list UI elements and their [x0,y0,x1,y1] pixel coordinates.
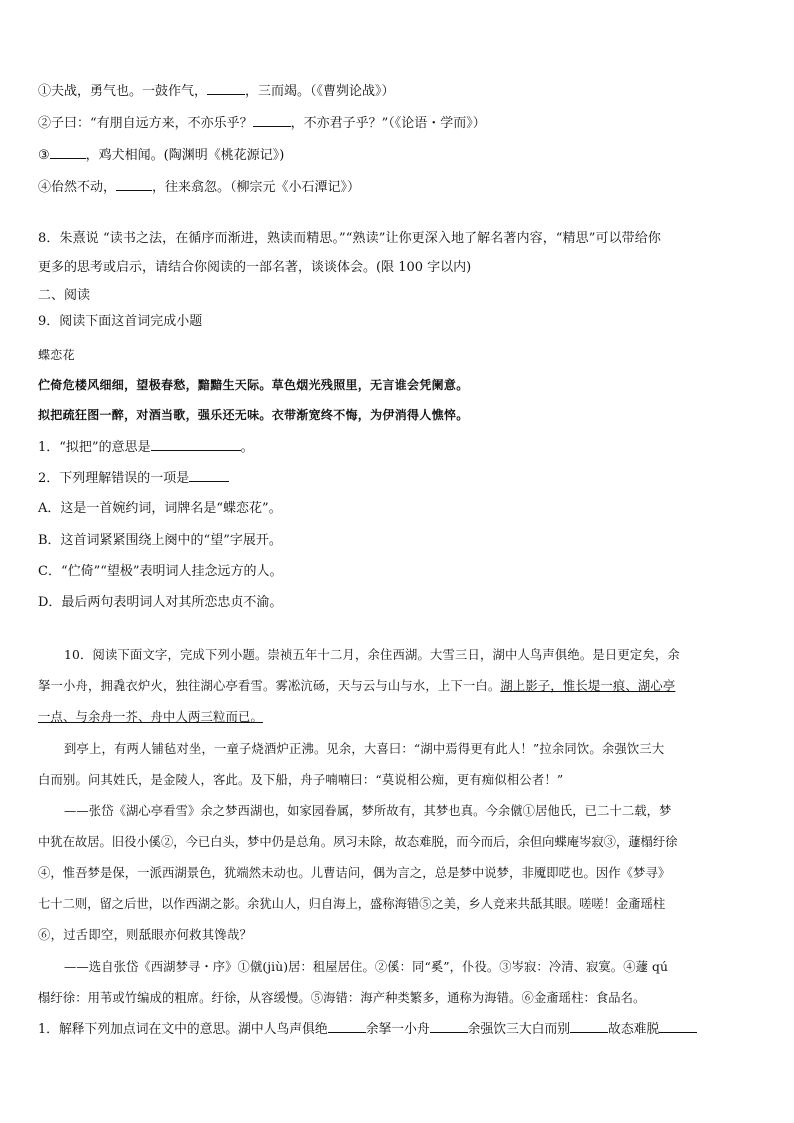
q9-option-b: B．这首词紧紧围绕上阕中的“望”字展开。 [38,533,282,548]
poem-title: 蝶恋花 [38,348,75,362]
fill-blank[interactable] [253,114,291,127]
q10-line-2-underlined: 湖上影子，惟长堤一痕、湖心亭 [500,679,676,693]
q7-line-3-text-b: ，鸡犬相闻。(陶渊明《桃花源记》) [85,148,285,163]
q7-line-1-text-b: ，三而竭。（《曹刿论战》） [245,84,395,99]
q7-line-1-text-a: ①夫战，勇气也。一鼓作气， [38,84,208,99]
q9-sub1-end: 。 [240,440,254,455]
section-heading: 二、阅读 [38,288,91,303]
q10-line-2 [38,677,675,695]
q7-line-4-text-a: ④佁然不动， [38,180,117,195]
q10-sub1-c: 余强饮三大白而别 [467,1022,571,1037]
q10-sub1 [38,1020,697,1039]
q10-p3-line-4: 七十二则，留之后世，以作西湖之影。余犹山人，归自海上，盛称海错⑤之美，乡人竞来共舐其眼。嗟嗟！金齑瑶柱 [38,897,666,911]
q9-option-d: D．最后两句表明词人对其所恋忠贞不渝。 [38,595,283,610]
q10-sub1-text: 1．解释下列加点词在文中的意思。湖中人鸟声俱绝 [38,1022,328,1037]
q9-title: 9．阅读下面这首词完成小题 [38,314,203,329]
q10-notes-line-1: ——选自张岱《西湖梦寻・序》①僦(jiù)居：租屋居住。②傒：同“奚”，仆役。③岑寂：冷清、寂寞。④蘧 qú [64,960,668,974]
q9-sub2-text: 2．下列理解错误的一项是 [38,471,190,486]
q10-line-3-underlined: 一点、与余舟一芥、舟中人两三粒而已。 [38,710,263,724]
fill-blank[interactable] [151,438,241,451]
q10-notes-line-2: 榻纡徐：用苇或竹编成的粗席。纡徐，从容缓慢。⑤海错：海产种类繁多，通称为海错。⑥金齑瑶柱：食品名。 [38,991,646,1005]
q7-line-2 [38,114,486,133]
q10-p2-line-1: 到亭上，有两人铺毡对坐，一童子烧酒炉正沸。见余，大喜曰：“湖中焉得更有此人！”拉余同饮。余强饮三大 [64,742,665,756]
q9-option-a: A．这是一首婉约词，词牌名是“蝶恋花”。 [38,501,282,516]
fill-blank[interactable] [570,1020,608,1033]
q10-p3-line-5: ⑥，过舌即空，则舐眼亦何救其馋哉？ [38,928,253,942]
poem-line-1: 伫倚危楼风细细，望极春愁，黯黯生天际。草色烟光残照里，无言谁会凭阑意。 [38,378,469,392]
poem-line-2: 拟把疏狂图一醉，对酒当歌，强乐还无味。衣带渐宽终不悔，为伊消得人憔悴。 [38,408,469,422]
q7-line-3 [38,146,284,165]
q7-line-2-text-b: ，不亦君子乎？”（《论语・学而》） [290,116,486,131]
fill-blank[interactable] [116,178,152,191]
q7-line-4-text-b: ，往来翕忽。（柳宗元《小石潭记》） [152,180,361,195]
q10-p3-line-2: 中犹在故居。旧役小傒②，今已白头，梦中仍是总角。夙习未除，故态难脱，而今而后，余但向蝶庵岑寂③，蘧榻纡徐 [38,835,678,849]
q7-line-1 [38,82,395,101]
fill-blank[interactable] [430,1020,468,1033]
q7-line-2-text-a: ②子曰：“有朋自远方来，不亦乐乎？ [38,116,253,131]
q10-line-2-text: 拏一小舟，拥毳衣炉火，独往湖心亭看雪。雾凇沆砀，天与云与山与水，上下一白。 [38,679,501,693]
q7-line-3-text-a: ③ [38,148,50,163]
q9-sub2 [38,469,229,488]
fill-blank[interactable] [207,82,245,95]
q10-line-1: 10．阅读下面文字，完成下列小题。崇祯五年十二月，余住西湖。大雪三日，湖中人鸟声俱绝。是日更定矣，余 [64,648,680,662]
fill-blank[interactable] [189,469,229,482]
q10-p2-line-2: 白而别。问其姓氏，是金陵人，客此。及下船，舟子喃喃曰：“莫说相公痴，更有痴似相公者！” [38,773,564,787]
fill-blank[interactable] [50,146,86,159]
q7-line-4 [38,178,360,197]
q9-sub1 [38,438,254,457]
q10-sub1-d: 故态难脱 [608,1022,660,1037]
fill-blank[interactable] [659,1020,697,1033]
q10-p3-line-3: ④，惟吾梦是保，一派西湖景色，犹端然未动也。儿曹诘问，偶为言之，总是梦中说梦，非魇即呓也。因作《梦寻》 [38,866,671,880]
q9-sub1-text: 1．“拟把”的意思是 [38,440,151,455]
q10-p3-line-1: ——张岱《湖心亭看雪》余之梦西湖也，如家园眷属，梦所故有，其梦也真。今余僦①居他氏，已二十二载，梦 [64,804,672,818]
q9-option-c: C．“伫倚”“望极”表明词人挂念远方的人。 [38,564,283,579]
q8-line-2: 更多的思考或启示，请结合你阅读的一部名著，谈谈体会。(限 100 字以内) [38,260,472,275]
q10-sub1-b: 余拏一小舟 [365,1022,430,1037]
q8-line-1: 8．朱熹说 “读书之法，在循序而渐进，熟读而精思。”“熟读”让你更深入地了解名著内容，“精思”可以带给你 [38,231,661,246]
fill-blank[interactable] [328,1020,366,1033]
